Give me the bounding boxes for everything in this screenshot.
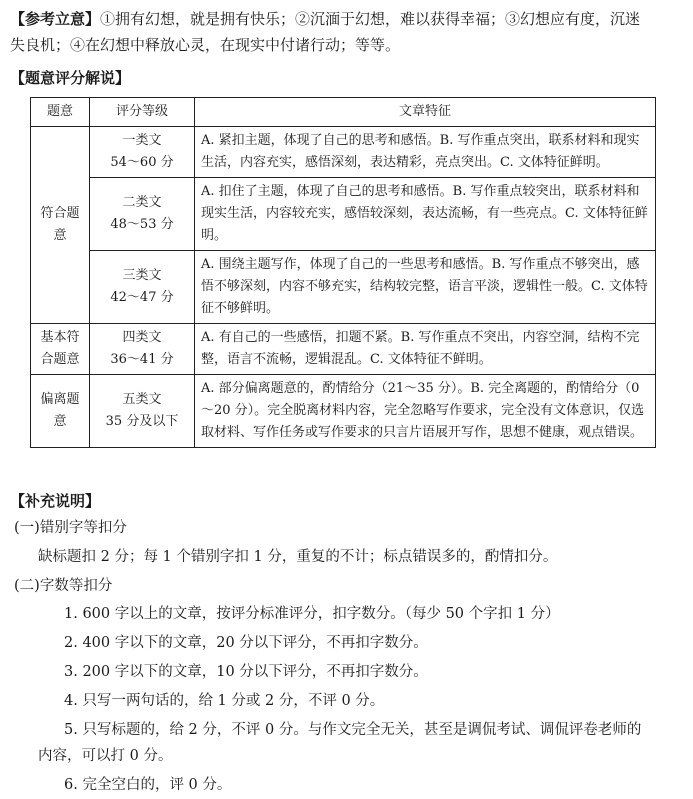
table-header-row — [31, 98, 656, 127]
list-item: 3. 200 字以下的文章，10 分以下评分，不再扣字数分。 — [64, 664, 428, 680]
grade-score: 36～41 分 — [110, 352, 174, 367]
scoring-table — [30, 97, 656, 448]
table-row — [31, 324, 656, 375]
scoring-title: 【题意评分解说】 — [10, 69, 131, 87]
intent-label: 【参考立意】 — [10, 10, 101, 28]
grade-cell — [90, 324, 195, 375]
table-row — [31, 178, 656, 251]
grade-name: 三类文 — [122, 268, 162, 283]
section-1-text: 缺标题扣 2 分；每 1 个错别字扣 1 分，重复的不计；标点错误多的，酌情扣分。 — [38, 549, 558, 565]
grade-score: 35 分及以下 — [105, 414, 179, 429]
category-cell: 偏离题意 — [31, 375, 90, 448]
header-feature: 文章特征 — [195, 98, 656, 127]
grade-cell — [90, 375, 195, 448]
feature-cell: A. 有自己的一些感悟，扣题不紧。B. 写作重点不突出，内容空洞，结构不完整，语言不流畅，逻辑混乱。C. 文体特征不鲜明。 — [195, 324, 656, 375]
grade-name: 五类文 — [122, 392, 162, 407]
feature-cell: A. 部分偏离题意的，酌情给分（21～35 分）。B. 完全离题的，酌情给分（0～20 分）。完全脱离材料内容，完全忽略写作要求，完全没有文体意识，仅选取材料、写作任务或写作要求的只言片语展开写作，思想不健康，观点错误。 — [195, 375, 656, 448]
supplement-title: 【补充说明】 — [10, 492, 101, 510]
grade-score: 48～53 分 — [110, 217, 174, 232]
reference-intent — [10, 6, 682, 58]
feature-cell: A. 扣住了主题，体现了自己的思考和感悟。B. 写作重点较突出，联系材料和现实生活，内容较充实，感悟较深刻，表达流畅，有一些亮点。C. 文体特征鲜明。 — [195, 178, 656, 251]
list-item: 4. 只写一两句话的，给 1 分或 2 分，不评 0 分。 — [64, 693, 385, 709]
category-cell: 基本符合题意 — [31, 324, 90, 375]
list-item: 2. 400 字以下的文章，20 分以下评分，不再扣字数分。 — [64, 635, 428, 651]
grade-cell — [90, 127, 195, 178]
feature-cell: A. 围绕主题写作，体现了自己的一些思考和感悟。B. 写作重点不够突出，感悟不够深刻，内容不够充实，结构较完整，语言平淡，逻辑性一般。C. 文体特征不够鲜明。 — [195, 251, 656, 324]
table-row — [31, 127, 656, 178]
section-2-title: (二)字数等扣分 — [14, 578, 113, 594]
grade-cell — [90, 178, 195, 251]
list-item: 6. 完全空白的，评 0 分。 — [64, 777, 232, 793]
feature-cell: A. 紧扣主题，体现了自己的思考和感悟。B. 写作重点突出，联系材料和现实生活，内容充实，感悟深刻，表达精彩，亮点突出。C. 文体特征鲜明。 — [195, 127, 656, 178]
grade-name: 四类文 — [122, 330, 162, 345]
list-item-continuation: 内容，可以打 0 分。 — [38, 748, 173, 764]
grade-score: 42～47 分 — [110, 290, 174, 305]
header-grade: 评分等级 — [90, 98, 195, 127]
header-intent: 题意 — [31, 98, 90, 127]
list-item: 5. 只写标题的，给 2 分，不评 0 分。与作文完全无关，甚至是调侃考试、调侃评卷老师的 — [64, 722, 642, 738]
category-cell: 符合题意 — [31, 127, 90, 324]
table-row — [31, 251, 656, 324]
section-1-title: (一)错别字等扣分 — [14, 520, 127, 536]
table-row — [31, 375, 656, 448]
list-item: 1. 600 字以上的文章，按评分标准评分，扣字数分。（每少 50 个字扣 1 分） — [64, 606, 560, 622]
grade-score: 54～60 分 — [110, 155, 174, 170]
grade-name: 二类文 — [122, 195, 162, 210]
intent-text-2: 失良机；④在幻想中释放心灵，在现实中付诸行动；等等。 — [10, 36, 401, 54]
intent-text-1: ①拥有幻想，就是拥有快乐；②沉湎于幻想，难以获得幸福；③幻想应有度，沉迷 — [100, 10, 641, 28]
grade-name: 一类文 — [122, 133, 162, 148]
grade-cell — [90, 251, 195, 324]
